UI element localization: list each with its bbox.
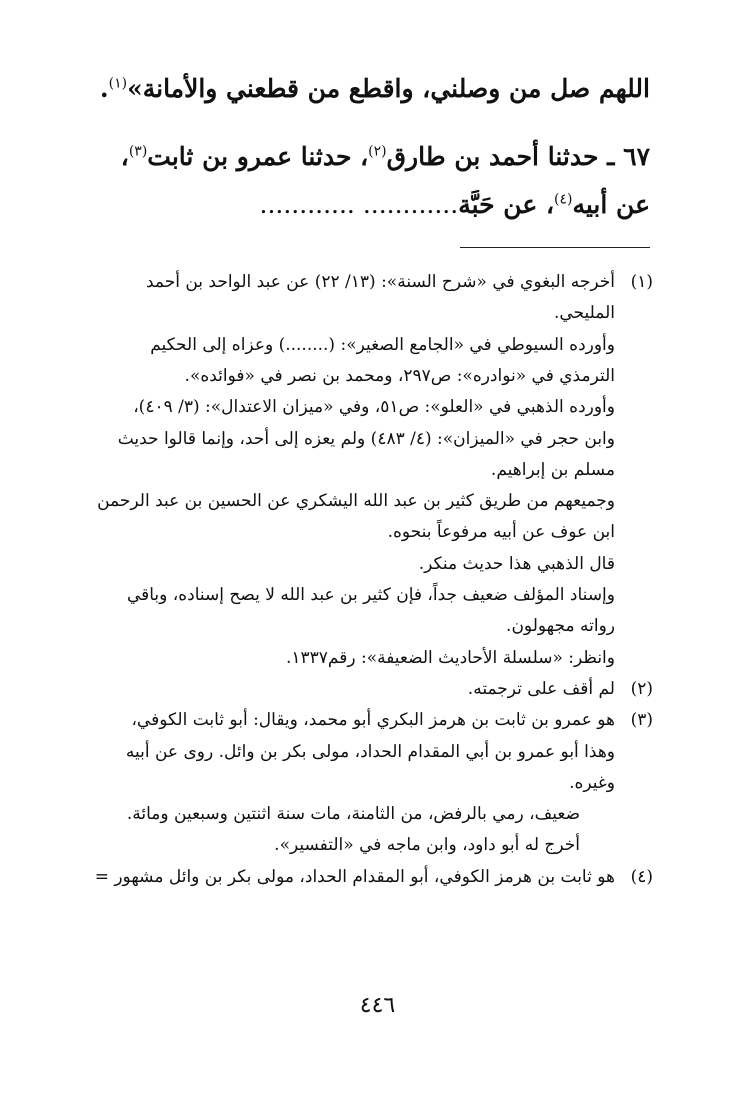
footnote-line-fn1-9: ابن عوف عن أبيه مرفوعاً بنحوه.	[387, 522, 615, 543]
page-number: ٤٤٦	[359, 993, 396, 1018]
footnote-ref-1: (١)	[108, 75, 128, 92]
hadith-67-part-c: ،	[120, 142, 129, 171]
hadith-67-dots: ............ ............	[259, 190, 459, 219]
footnote-line-fn3-2: وهذا أبو عمرو بن أبي المقدام الحداد، مولى بكر بن وائل. روى عن أبيه	[125, 741, 615, 762]
hadith-67-part-a: ٦٧ ـ حدثنا أحمد بن طارق	[386, 142, 650, 171]
footnote-line-fn1-13: وانظر: «سلسلة الأحاديث الضعيفة»: رقم١٣٣٧.	[285, 647, 615, 668]
hadith-67-part-e: ، عن حَبَّة	[458, 190, 555, 219]
footnote-line-fn1-5: وأورده الذهبي في «العلو»: ص٥١، وفي «ميزان الاعتدال»: (٣/ ٤٠٩)،	[133, 397, 615, 418]
hadith-66-text: اللهم صل من وصلني، واقطع من قطعني والأمانة»	[127, 74, 650, 103]
hadith-66-end: .	[99, 74, 109, 103]
footnote-line-fn1-7: مسلم بن إبراهيم.	[490, 459, 615, 480]
footnote-line-fn3-3: وغيره.	[569, 772, 615, 793]
footnote-line-fn3-5: أخرج له أبو داود، وابن ماجه في «التفسير».	[274, 835, 580, 856]
footnote-divider	[460, 247, 650, 248]
hadith-66-line	[90, 72, 650, 106]
footnote-line-fn4-1: هو ثابت بن هرمز الكوفي، أبو المقدام الحداد، مولى بكر بن وائل مشهور =	[94, 866, 615, 887]
hadith-67-part-d: عن أبيه	[572, 190, 650, 219]
footnote-line-fn1-11: وإسناد المؤلف ضعيف جداً، فإن كثير بن عبد الله لا يصح إسناده، وباقي	[126, 585, 615, 605]
footnote-ref-4: (٤)	[554, 191, 573, 208]
footnote-number-fn2: (٢)	[630, 678, 653, 699]
footnote-line-fn2-1: لم أقف على ترجمته.	[467, 678, 615, 699]
footnote-line-fn3-1: هو عمرو بن ثابت بن هرمز البكري أبو محمد، ويقال: أبو ثابت الكوفي،	[131, 710, 615, 731]
footnote-ref-2: (٢)	[368, 143, 387, 160]
footnote-number-fn3: (٣)	[630, 710, 653, 731]
hadith-67-line-2	[90, 188, 650, 222]
footnote-line-fn1-12: رواته مجهولون.	[506, 616, 615, 637]
footnote-line-fn3-4: ضعيف، رمي بالرفض، من الثامنة، مات سنة اثنتين وسبعين ومائة.	[126, 804, 580, 825]
footnote-line-fn1-8: وجميعهم من طريق كثير بن عبد الله اليشكري عن الحسين بن عبد الرحمن	[97, 491, 615, 512]
footnote-number-fn4: (٤)	[630, 866, 653, 887]
footnote-line-fn1-6: وابن حجر في «الميزان»: (٤/ ٤٨٣) ولم يعزه إلى أحد، وإنما قالوا حديث	[117, 428, 615, 449]
footnote-line-fn1-1: أخرجه البغوي في «شرح السنة»: (١٣/ ٢٢) عن عبد الواحد بن أحمد	[145, 272, 615, 292]
footnote-ref-3: (٣)	[128, 143, 148, 160]
footnote-line-fn1-2: المليحي.	[553, 303, 615, 324]
footnote-line-fn1-3: وأورده السيوطي في «الجامع الصغير»: (........) وعزاه إلى الحكيم	[150, 334, 615, 355]
hadith-67-line-1	[90, 140, 650, 174]
footnote-number-fn1: (١)	[630, 272, 653, 292]
footnote-line-fn1-4: الترمذي في «نوادره»: ص٢٩٧، ومحمد بن نصر في «فوائده».	[184, 365, 615, 386]
footnote-line-fn1-10: قال الذهبي هذا حديث منكر.	[418, 553, 615, 574]
hadith-67-part-b: ، حدثنا عمرو بن ثابت	[147, 142, 369, 171]
